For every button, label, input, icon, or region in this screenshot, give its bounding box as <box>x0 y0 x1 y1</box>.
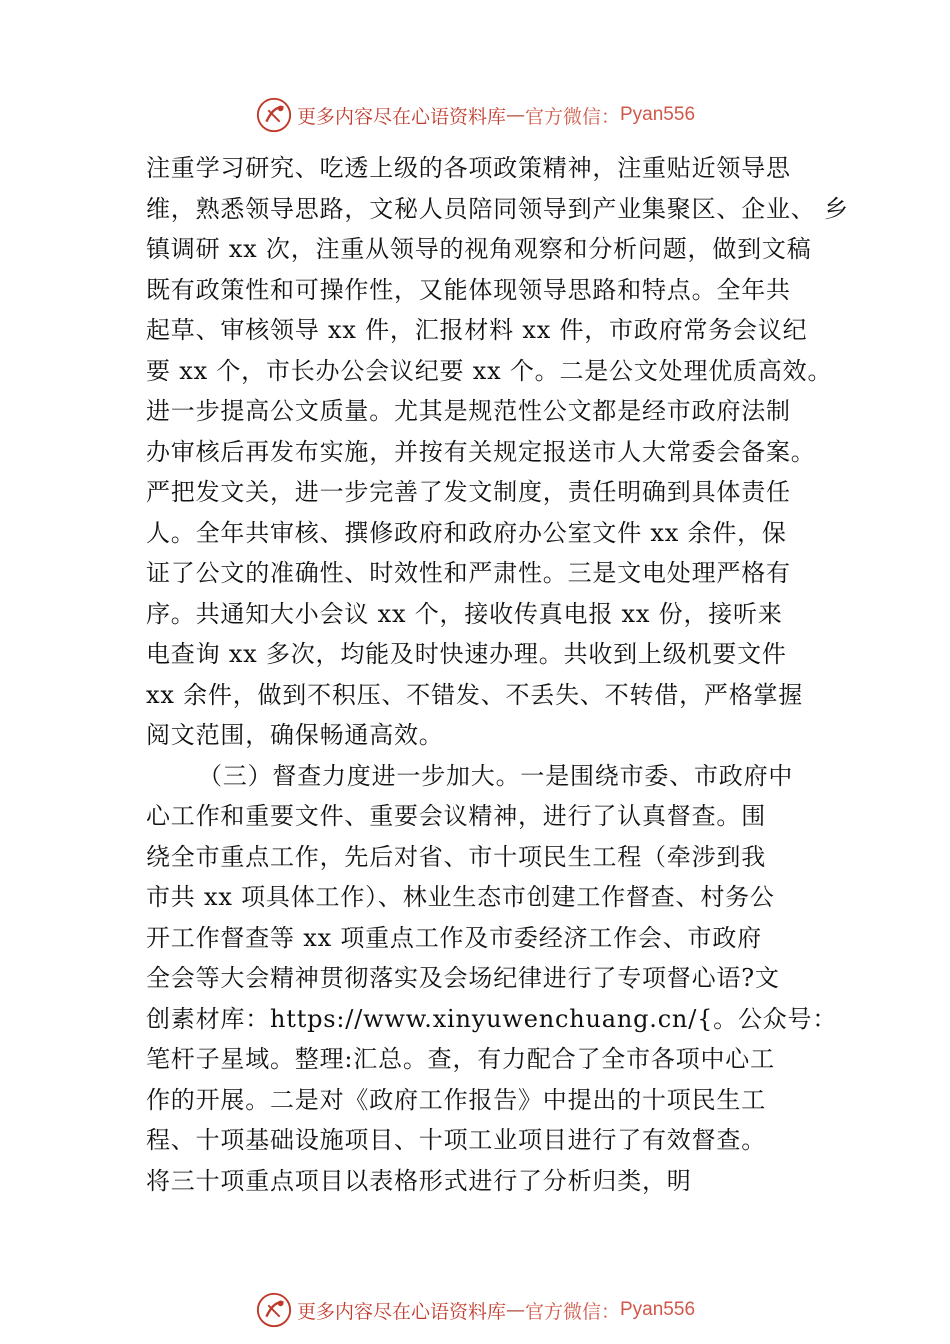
body-line: 创素材库：https://www.xinyuwenchuang.cn/{。公众号： <box>146 1004 838 1033</box>
body-line: 镇调研 xx 次，注重从领导的视角观察和分析问题，做到文稿 <box>146 235 812 263</box>
body-line: 序。共通知大小会议 xx 个，接收传真电报 xx 份，接听来 <box>146 599 783 628</box>
brand-logo-icon <box>255 96 293 134</box>
body-line: 市共 xx 项具体工作）、林业生态市创建工作督查、村务公 <box>146 883 775 911</box>
body-line: 将三十项重点项目以表格形式进行了分析归类，明 <box>146 1166 692 1195</box>
banner-wechat-account: Pyan556 <box>620 104 696 125</box>
banner-wechat-label: 官方微信： <box>524 1300 620 1323</box>
body-line: 电查询 xx 多次，均能及时快速办理。共收到上级机要文件 <box>146 640 787 668</box>
body-line: 笔杆子星域。整理:汇总。查，有力配合了全市各项中心工 <box>146 1045 775 1073</box>
body-line: 开工作督查等 xx 项重点工作及市委经济工作会、市政府 <box>146 923 762 952</box>
document-body <box>146 148 849 1201</box>
body-line: 人。全年共审核、撰修政府和政府办公室文件 xx 余件，保 <box>146 518 787 547</box>
body-line: 阅文范围，确保畅通高效。 <box>146 721 444 749</box>
banner-wechat-label: 官方微信： <box>524 105 620 128</box>
banner-separator: — <box>505 104 525 126</box>
body-line: 绕全市重点工作，先后对省、市十项民生工程（牵涉到我 <box>146 842 766 871</box>
banner-brand-text: 更多内容尽在心语资料库 <box>296 105 506 128</box>
body-line: 要 xx 个，市长办公会议纪要 xx 个。二是公文处理优质高效。 <box>146 356 833 385</box>
body-line: 办审核后再发布实施，并按有关规定报送市人大常委会备案。 <box>146 437 816 466</box>
body-line: xx 余件，做到不积压、不错发、不丢失、不转借，严格掌握 <box>146 680 804 709</box>
body-line: 作的开展。二是对《政府工作报告》中提出的十项民生工 <box>146 1085 766 1114</box>
body-line: 维，熟悉领导思路，文秘人员陪同领导到产业集聚区、企业、 乡 <box>146 194 849 223</box>
body-line: 注重学习研究、吃透上级的各项政策精神，注重贴近领导思 <box>146 154 791 182</box>
banner-separator: — <box>505 1299 525 1321</box>
header-watermark-banner <box>0 95 950 135</box>
body-line: 严把发文关，进一步完善了发文制度，责任明确到具体责任 <box>146 478 791 506</box>
body-line: 心工作和重要文件、重要会议精神，进行了认真督查。围 <box>146 802 766 830</box>
banner-wechat-account: Pyan556 <box>620 1299 696 1320</box>
brand-logo-icon <box>255 1291 293 1329</box>
body-line: 全会等大会精神贯彻落实及会场纪律进行了专项督心语?文 <box>146 964 780 992</box>
section-heading-line: （三）督查力度进一步加大。一是围绕市委、市政府中 <box>198 761 794 790</box>
body-line: 进一步提高公文质量。尤其是规范性公文都是经市政府法制 <box>146 397 791 425</box>
banner-brand-text: 更多内容尽在心语资料库 <box>296 1300 506 1323</box>
body-line: 证了公文的准确性、时效性和严肃性。三是文电处理严格有 <box>146 559 791 587</box>
body-line: 起草、审核领导 xx 件，汇报材料 xx 件，市政府常务会议纪 <box>146 316 808 344</box>
body-line: 既有政策性和可操作性，又能体现领导思路和特点。全年共 <box>146 275 791 304</box>
body-line: 程、十项基础设施项目、十项工业项目进行了有效督查。 <box>146 1126 766 1154</box>
footer-watermark-banner <box>0 1290 950 1330</box>
